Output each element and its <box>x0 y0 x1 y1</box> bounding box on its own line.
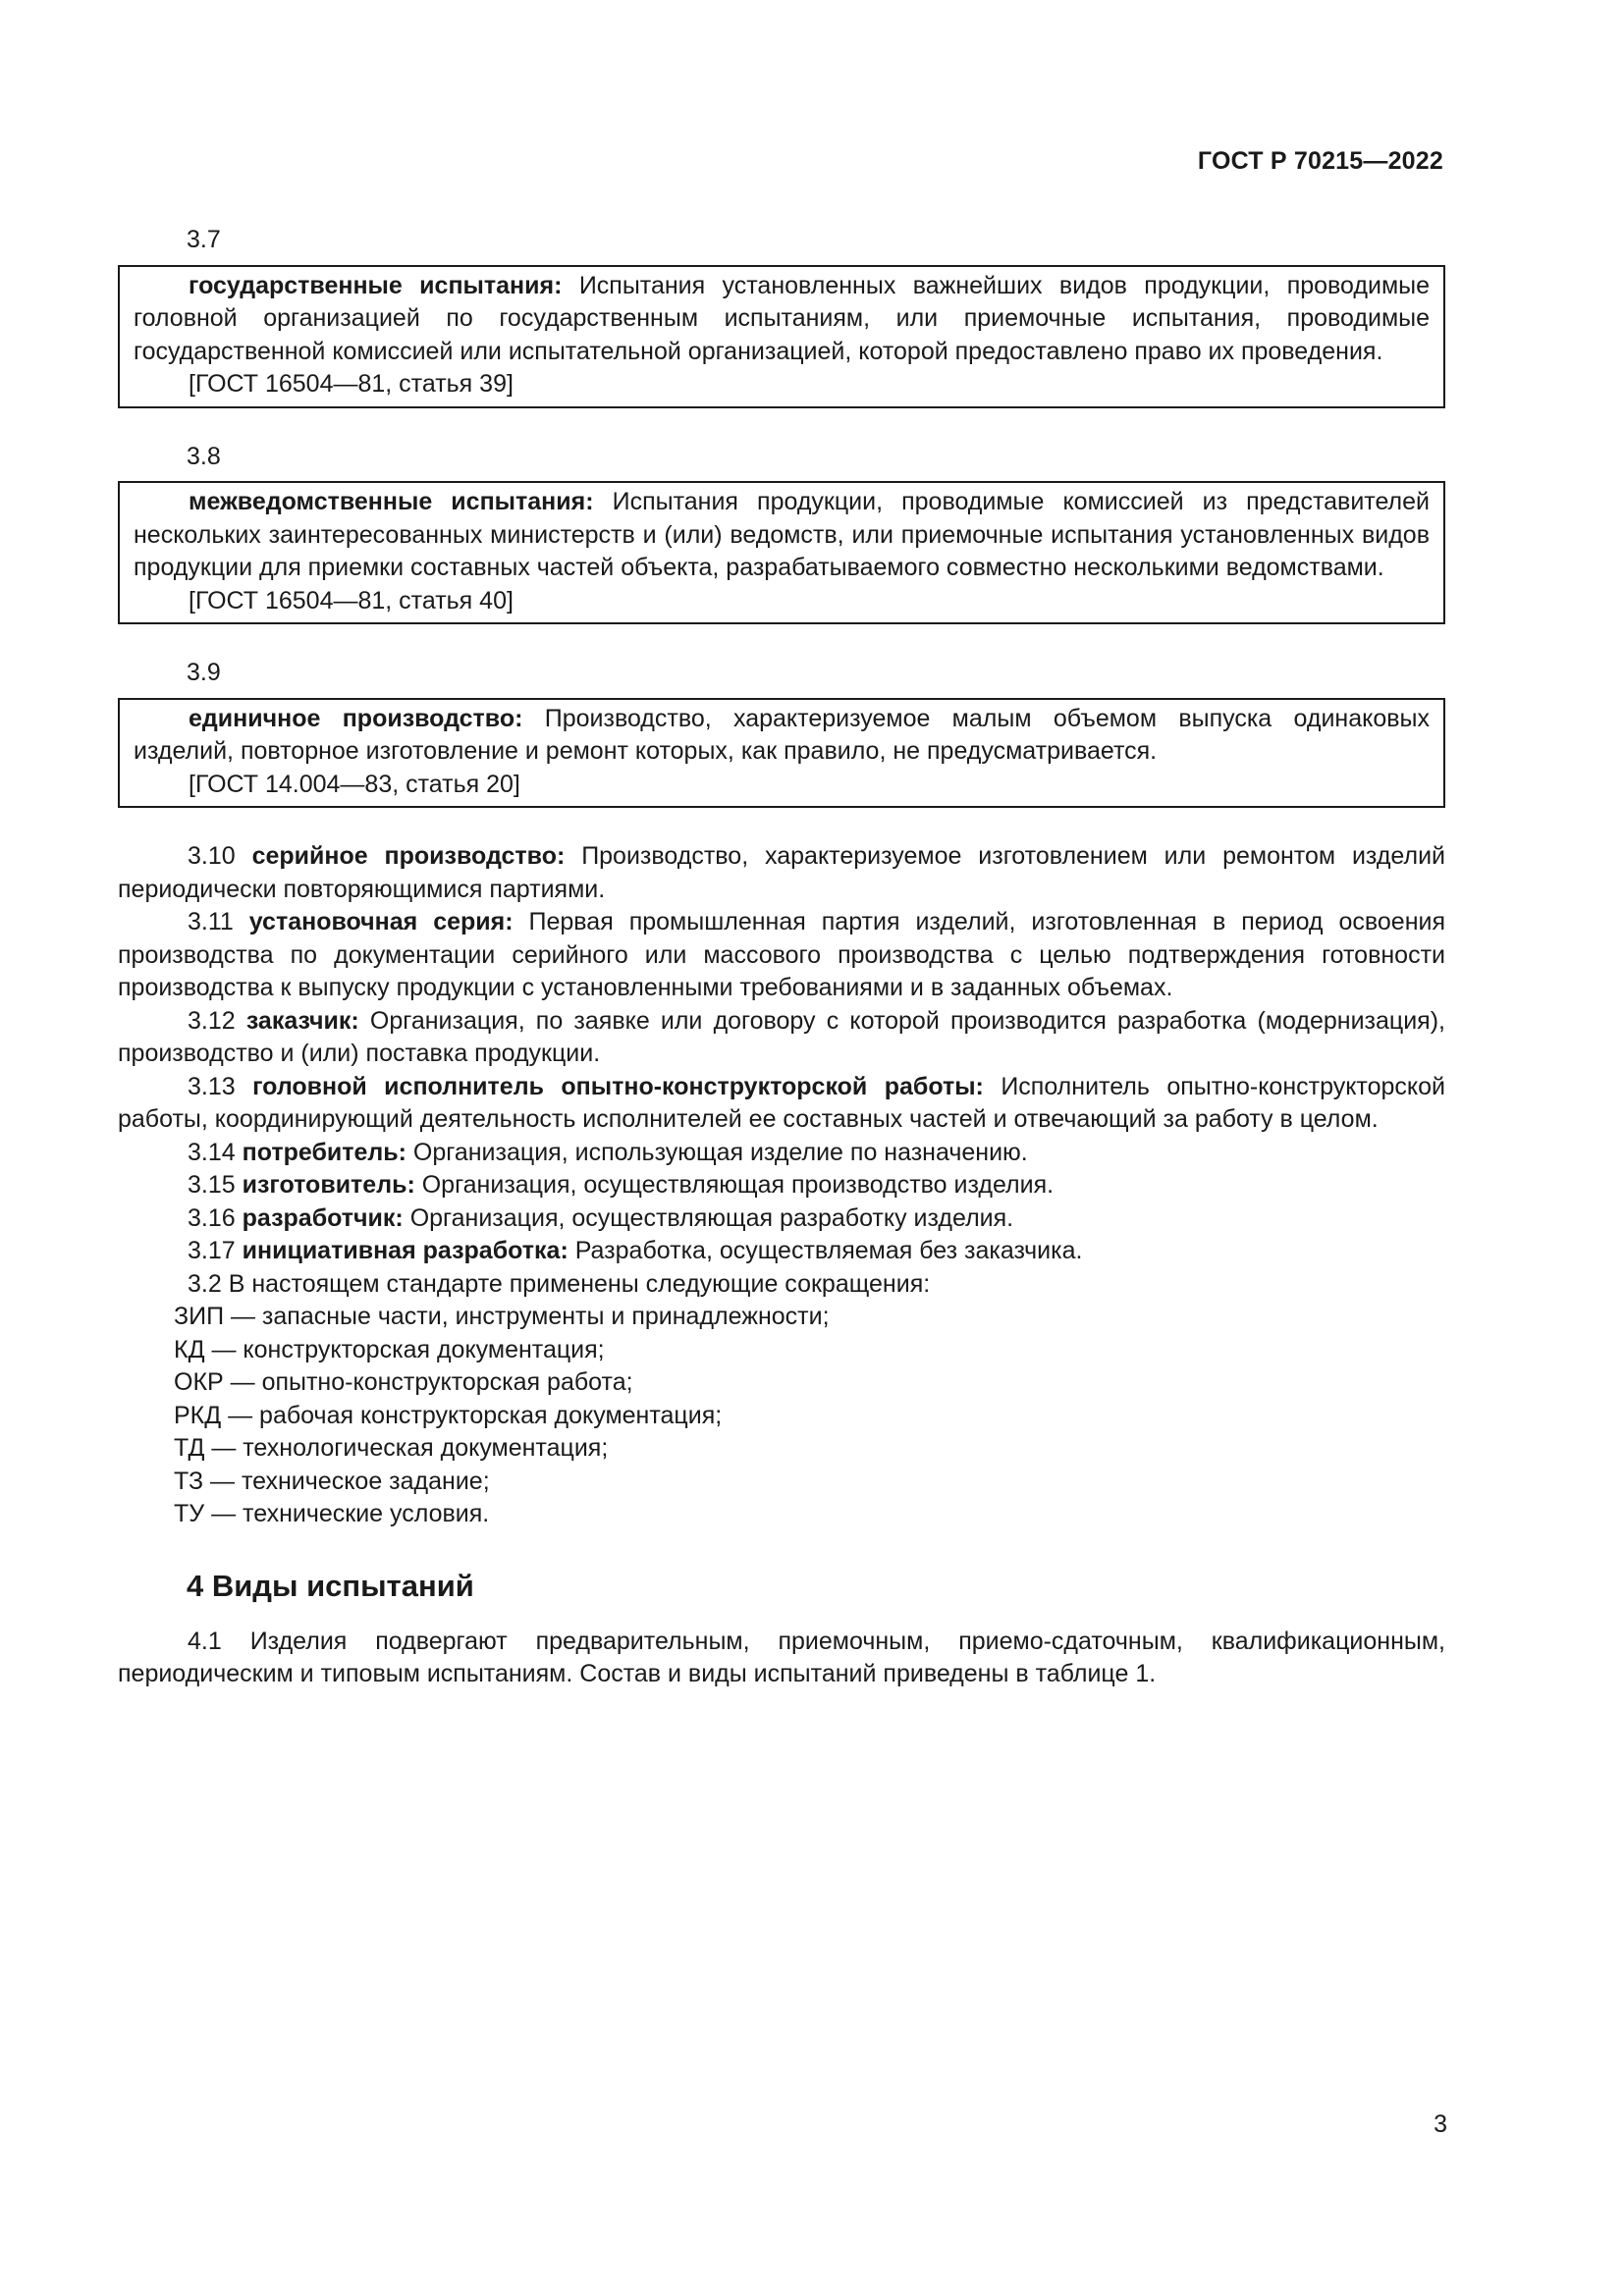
term-3-15: 3.15 изготовитель: Организация, осуществляющая производство изделия. <box>188 1171 1055 1199</box>
page-content <box>118 224 1445 1691</box>
term-source: [ГОСТ 14.004—83, статья 20] <box>189 770 520 798</box>
abbrev-item: КД — конструкторская документация; <box>174 1335 605 1363</box>
abbrev-item: ЗИП — запасные части, инструменты и принадлежности; <box>174 1303 830 1330</box>
term-title: межведомственные испытания: <box>189 488 594 515</box>
boxed-term-3-8 <box>118 441 1445 625</box>
term-title: государственные испытания: <box>189 271 563 299</box>
term-number: 3.7 <box>187 226 221 253</box>
document-code: ГОСТ Р 70215—2022 <box>1197 147 1443 175</box>
term-box <box>118 265 1445 408</box>
boxed-term-3-7 <box>118 224 1445 408</box>
abbrev-item: ОКР — опытно-конструкторская работа; <box>174 1368 633 1396</box>
section-paragraph: 4.1 Изделия подвергают предварительным, приемочным, приемо-сдаточным, квалификационным, периодическим и типовым испытаниям. Состав и виды испытаний приведены в таблице 1. <box>118 1627 1445 1687</box>
term-3-11: 3.11 установочная серия: Первая промышленная партия изделий, изготовленная в период освоения производства по документации серийного или массового производства с целью подтверждения готовности производства к выпуску продукции с установленными требованиями и в заданных объемах. <box>118 908 1445 1001</box>
abbreviations-block <box>118 1268 1445 1531</box>
abbrev-item: ТЗ — техническое задание; <box>174 1467 490 1495</box>
term-number: 3.9 <box>187 659 221 686</box>
section-heading: 4 Виды испытаний <box>187 1568 474 1603</box>
term-title: единичное производство: <box>189 704 523 732</box>
term-list <box>118 840 1445 1268</box>
term-box <box>118 698 1445 809</box>
boxed-term-3-9 <box>118 657 1445 808</box>
abbrev-item: ТУ — технические условия. <box>174 1500 490 1527</box>
term-3-13: 3.13 головной исполнитель опытно-конструкторской работы: Исполнитель опытно-конструкторской работы, координирующий деятельность исполнителей ее составных частей и отвечающий за работу в целом. <box>118 1072 1445 1133</box>
term-definition: межведомственные испытания: Испытания продукции, проводимые комиссией из представителей нескольких заинтересованных министерств и (или) ведомств, или приемочные испытания установленных видов продукции для приемки составных частей объекта, разрабатываемого совместно несколькими ведомствами. <box>134 488 1431 581</box>
term-3-17: 3.17 инициативная разработка: Разработка, осуществляемая без заказчика. <box>188 1237 1083 1264</box>
term-3-10: 3.10 серийное производство: Производство, характеризуемое изготовлением или ремонтом изделий периодически повторяющимися партиями. <box>118 842 1446 903</box>
term-definition: государственные испытания: Испытания установленных важнейших видов продукции, проводимые головной организацией по государственным испытаниям, или приемочные испытания, проводимые государственной комиссией или испытательной организацией, которой предоставлено право их проведения. <box>134 271 1431 365</box>
term-source: [ГОСТ 16504—81, статья 39] <box>189 370 514 398</box>
term-source: [ГОСТ 16504—81, статья 40] <box>189 586 514 614</box>
term-definition: единичное производство: Производство, характеризуемое малым объемом выпуска одинаковых изделий, повторное изготовление и ремонт которых, как правило, не предусматривается. <box>134 704 1431 765</box>
page-number: 3 <box>1434 2110 1447 2138</box>
term-box <box>118 481 1445 624</box>
term-3-12: 3.12 заказчик: Организация, по заявке или договору с которой производится разработка (модернизация), производство и (или) поставка продукции. <box>118 1006 1445 1067</box>
term-number: 3.8 <box>187 442 221 470</box>
term-3-14: 3.14 потребитель: Организация, использующая изделие по назначению. <box>188 1138 1028 1166</box>
abbrev-item: ТД — технологическая документация; <box>174 1434 609 1462</box>
abbrev-item: РКД — рабочая конструкторская документация; <box>174 1401 723 1429</box>
abbrev-intro: 3.2 В настоящем стандарте применены следующие сокращения: <box>188 1269 931 1298</box>
term-3-16: 3.16 разработчик: Организация, осуществляющая разработку изделия. <box>188 1203 1014 1232</box>
